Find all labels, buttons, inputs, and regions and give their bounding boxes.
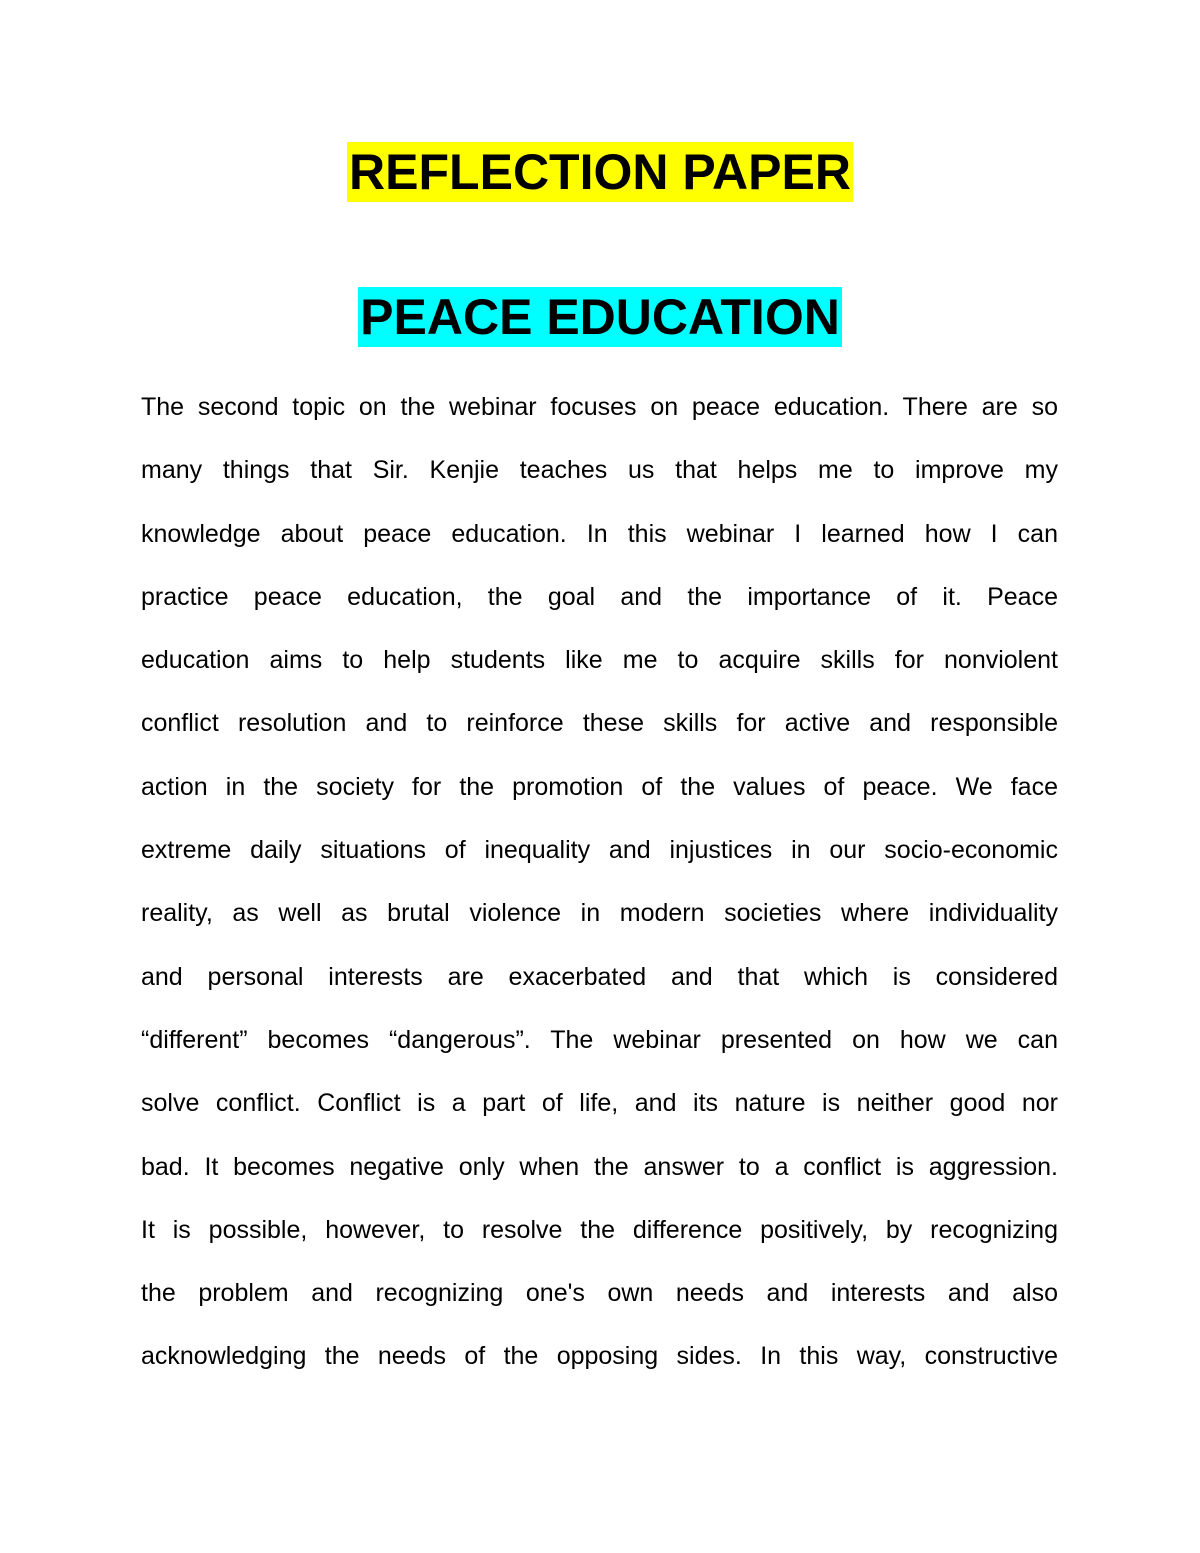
body-paragraph (141, 376, 1058, 1389)
paragraph-line: “different” becomes “dangerous”. The webinar presented on how we can (141, 1025, 1058, 1054)
paragraph-line: the problem and recognizing one's own needs and interests and also (141, 1279, 1058, 1308)
paragraph-line: extreme daily situations of inequality and injustices in our socio-economic (141, 836, 1058, 865)
paragraph-line: many things that Sir. Kenjie teaches us that helps me to improve my (141, 456, 1058, 485)
paragraph-line: action in the society for the promotion of the values of peace. We face (141, 772, 1058, 801)
document-subtitle: PEACE EDUCATION (360, 289, 840, 345)
paragraph-line: solve conflict. Conflict is a part of life, and its nature is neither good nor (141, 1089, 1058, 1118)
paragraph-line: acknowledging the needs of the opposing sides. In this way, constructive (141, 1342, 1058, 1371)
document-title: REFLECTION PAPER (349, 144, 851, 200)
paragraph-line: conflict resolution and to reinforce these skills for active and responsible (141, 709, 1058, 738)
paragraph-line: It is possible, however, to resolve the difference positively, by recognizing (141, 1215, 1058, 1244)
title-block (0, 142, 1200, 202)
paragraph-line: education aims to help students like me to acquire skills for nonviolent (141, 646, 1058, 675)
paragraph-line: The second topic on the webinar focuses on peace education. There are so (141, 393, 1058, 421)
paragraph-line: knowledge about peace education. In this webinar I learned how I can (141, 519, 1058, 548)
paragraph-line: practice peace education, the goal and the importance of it. Peace (141, 582, 1058, 611)
subtitle-block (0, 287, 1200, 347)
paragraph-line: and personal interests are exacerbated and that which is considered (141, 962, 1058, 991)
paragraph-line: bad. It becomes negative only when the answer to a conflict is aggression. (141, 1152, 1058, 1181)
paragraph-line: reality, as well as brutal violence in modern societies where individuality (141, 899, 1058, 928)
